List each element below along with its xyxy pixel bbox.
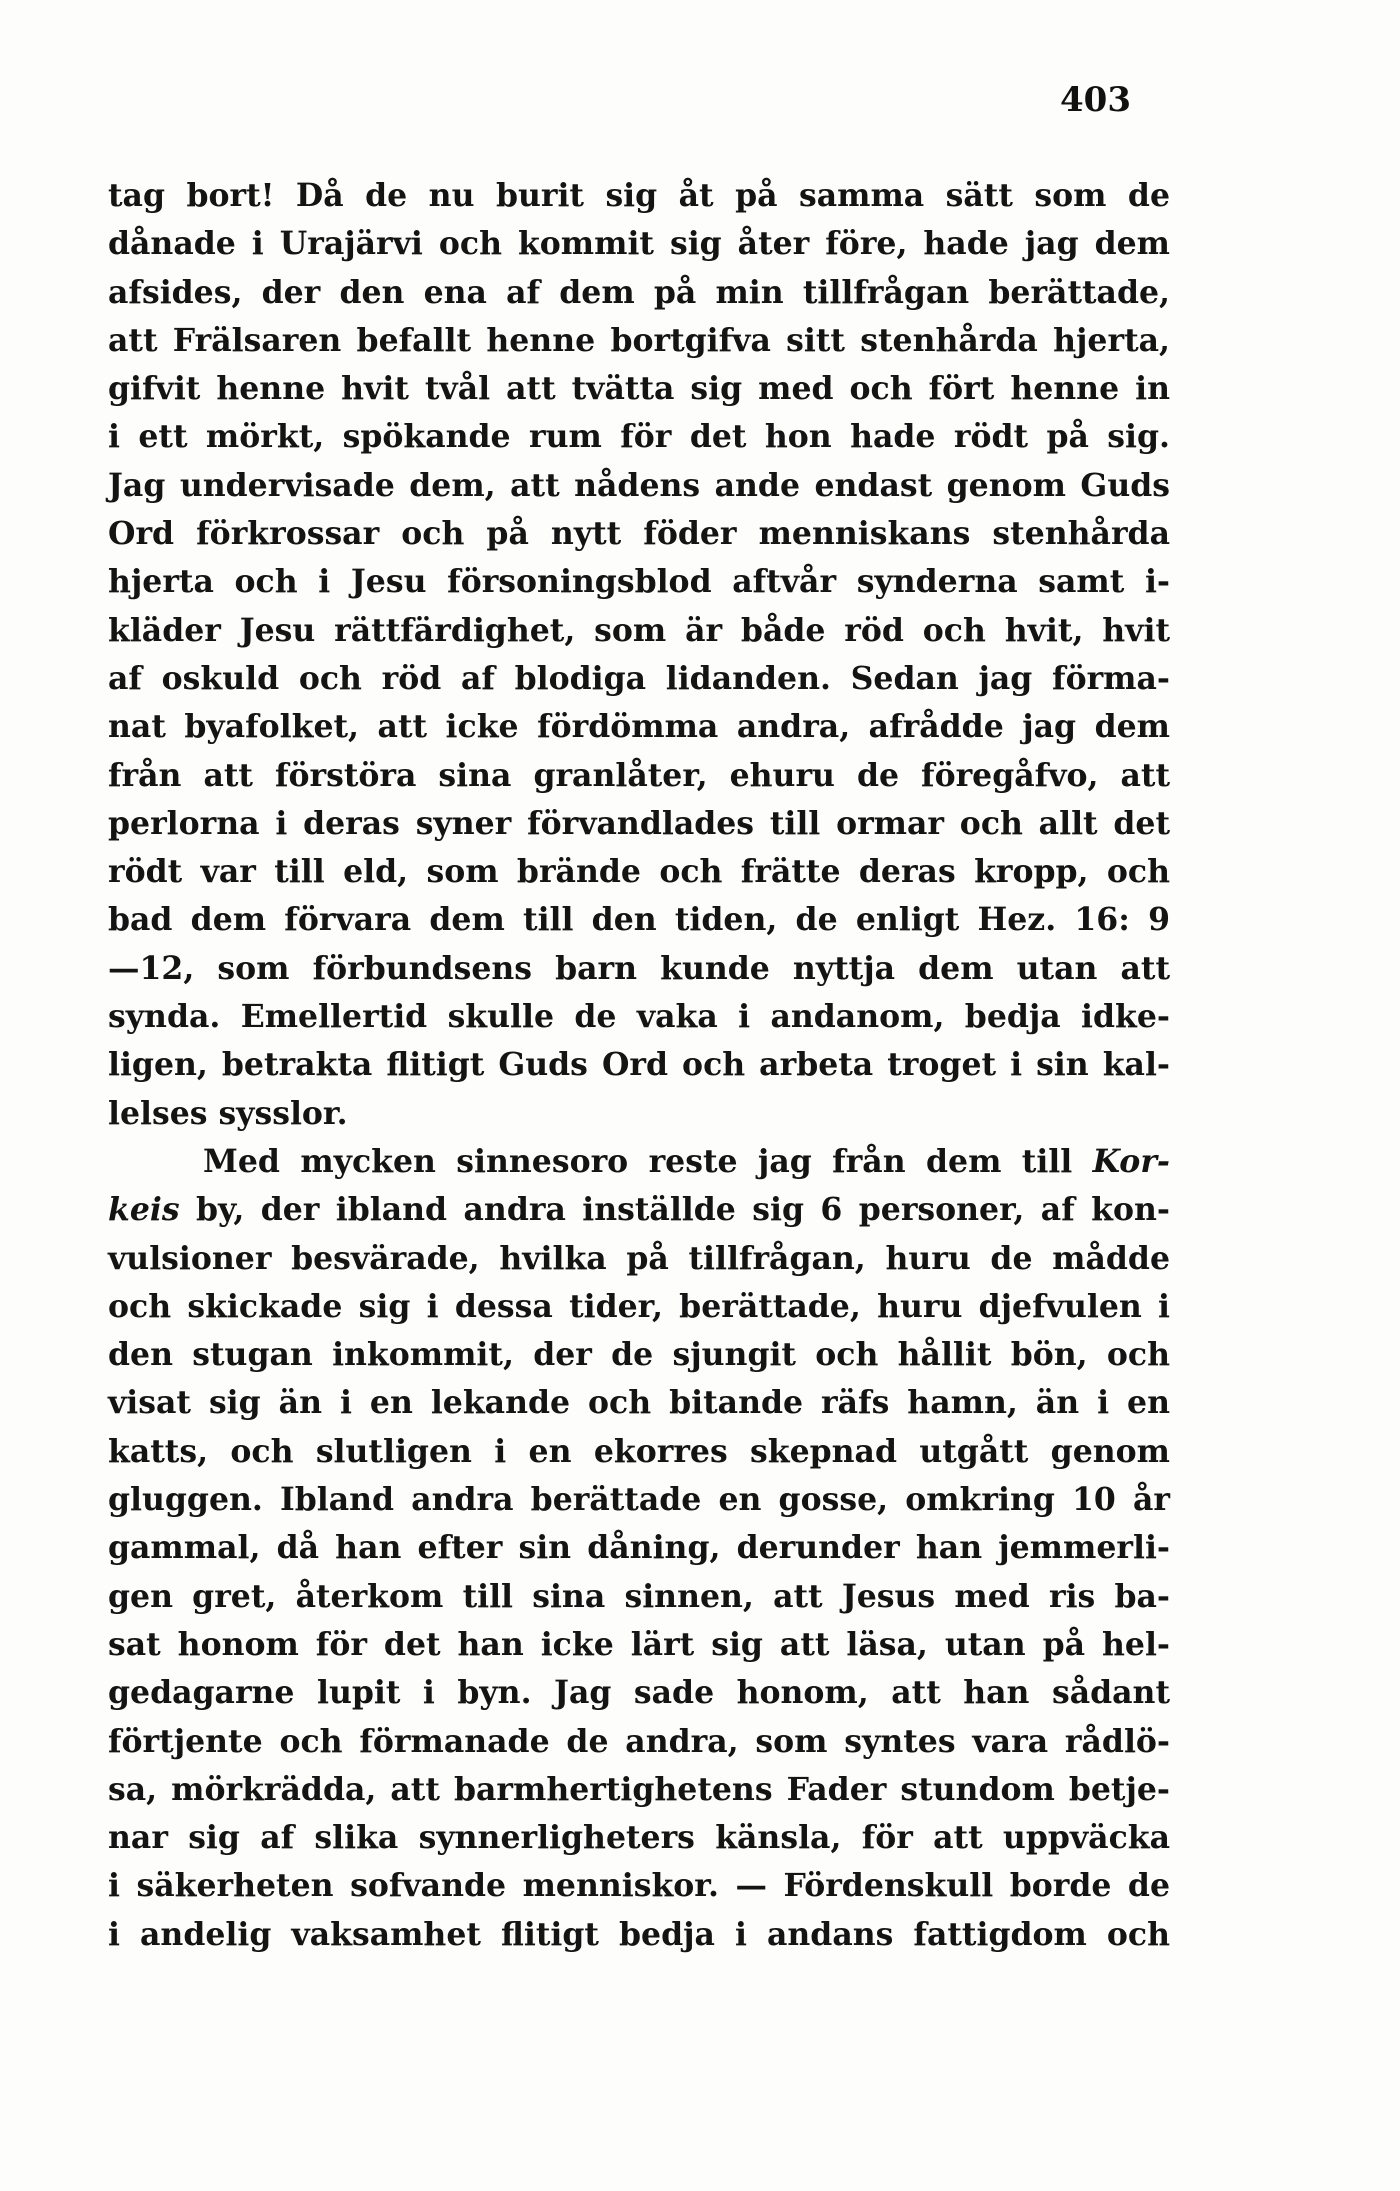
text-line: katts, och slutligen i en ekorres skepnad utgått genom	[108, 1432, 1170, 1470]
text-segment: by, der ibland andra inställde sig 6 personer, af kon-	[179, 1191, 1170, 1229]
text-line: gammal, då han efter sin dåning, derunder han jemmerli-	[108, 1529, 1170, 1567]
text-line: ligen, betrakta flitigt Guds Ord och arbeta troget i sin kal-	[108, 1046, 1170, 1084]
text-line: gedagarne lupit i byn. Jag sade honom, att han sådant	[108, 1674, 1170, 1712]
text-line: nat byafolket, att icke fördömma andra, afrådde jag dem	[108, 708, 1170, 746]
text-line: nar sig af slika synnerligheters känsla, för att uppväcka	[108, 1819, 1170, 1857]
text-line: den stugan inkommit, der de sjungit och hållit bön, och	[108, 1336, 1170, 1374]
place-name-italic: Kor-	[1092, 1142, 1170, 1180]
text-line: gifvit henne hvit tvål att tvätta sig med och fört henne in	[108, 370, 1170, 408]
text-line: sa, mörkrädda, att barmhertighetens Fader stundom betje-	[108, 1770, 1170, 1808]
text-line: perlorna i deras syner förvandlades till ormar och allt det	[108, 804, 1170, 842]
text-line: rödt var till eld, som brände och frätte deras kropp, och	[108, 853, 1170, 891]
text-line: gluggen. Ibland andra berättade en gosse, omkring 10 år	[108, 1481, 1170, 1519]
text-line: och skickade sig i dessa tider, berättade, huru djefvulen i	[108, 1287, 1170, 1325]
text-line: gen gret, återkom till sina sinnen, att Jesus med ris ba-	[108, 1577, 1170, 1615]
place-name-italic: keis	[108, 1191, 180, 1229]
text-line: vulsioner besvärade, hvilka på tillfrågan, huru de mådde	[108, 1239, 1170, 1277]
text-line: kläder Jesu rättfärdighet, som är både röd och hvit, hvit	[108, 611, 1170, 649]
text-line: visat sig än i en lekande och bitande räfs hamn, än i en	[108, 1384, 1170, 1422]
text-line: af oskuld och röd af blodiga lidanden. Sedan jag förma-	[108, 659, 1170, 697]
text-line: synda. Emellertid skulle de vaka i andanom, bedja idke-	[108, 998, 1170, 1036]
text-line-paragraph-end: lelses sysslor.	[108, 1094, 348, 1132]
text-line: Ord förkrossar och på nytt föder menniskans stenhårda	[108, 515, 1170, 553]
text-line: hjerta och i Jesu försoningsblod aftvår synderna samt i-	[108, 563, 1170, 601]
text-line: dånade i Urajärvi och kommit sig åter före, hade jag dem	[108, 225, 1170, 263]
text-line: förtjente och förmanade de andra, som syntes vara rådlö-	[108, 1722, 1170, 1760]
page-text	[108, 172, 1170, 1959]
text-line: Jag undervisade dem, att nådens ande endast genom Guds	[108, 466, 1170, 504]
page-number: 403	[1060, 80, 1131, 120]
text-line: i ett mörkt, spökande rum för det hon hade rödt på sig.	[108, 418, 1170, 456]
text-line: bad dem förvara dem till den tiden, de enligt Hez. 16: 9	[108, 901, 1170, 939]
text-segment: Med mycken sinnesoro reste jag från dem till	[203, 1142, 1093, 1180]
text-line: tag bort! Då de nu burit sig åt på samma sätt som de	[108, 177, 1170, 214]
text-line: afsides, der den ena af dem på min tillfrågan berättade,	[108, 273, 1170, 311]
text-line: från att förstöra sina granlåter, ehuru de föregåfvo, att	[108, 756, 1170, 794]
text-line: sat honom för det han icke lärt sig att läsa, utan på hel-	[108, 1625, 1170, 1663]
text-line-paragraph-start	[108, 1138, 1170, 1186]
text-line: i andelig vaksamhet flitigt bedja i andans fattigdom och	[108, 1915, 1170, 1953]
text-line: att Frälsaren befallt henne bortgifva sitt stenhårda hjerta,	[108, 321, 1170, 359]
text-line: —12, som förbundsens barn kunde nyttja dem utan att	[108, 949, 1170, 987]
text-line: i säkerheten sofvande menniskor. — Fördenskull borde de	[108, 1867, 1170, 1905]
text-line	[108, 1186, 1170, 1234]
